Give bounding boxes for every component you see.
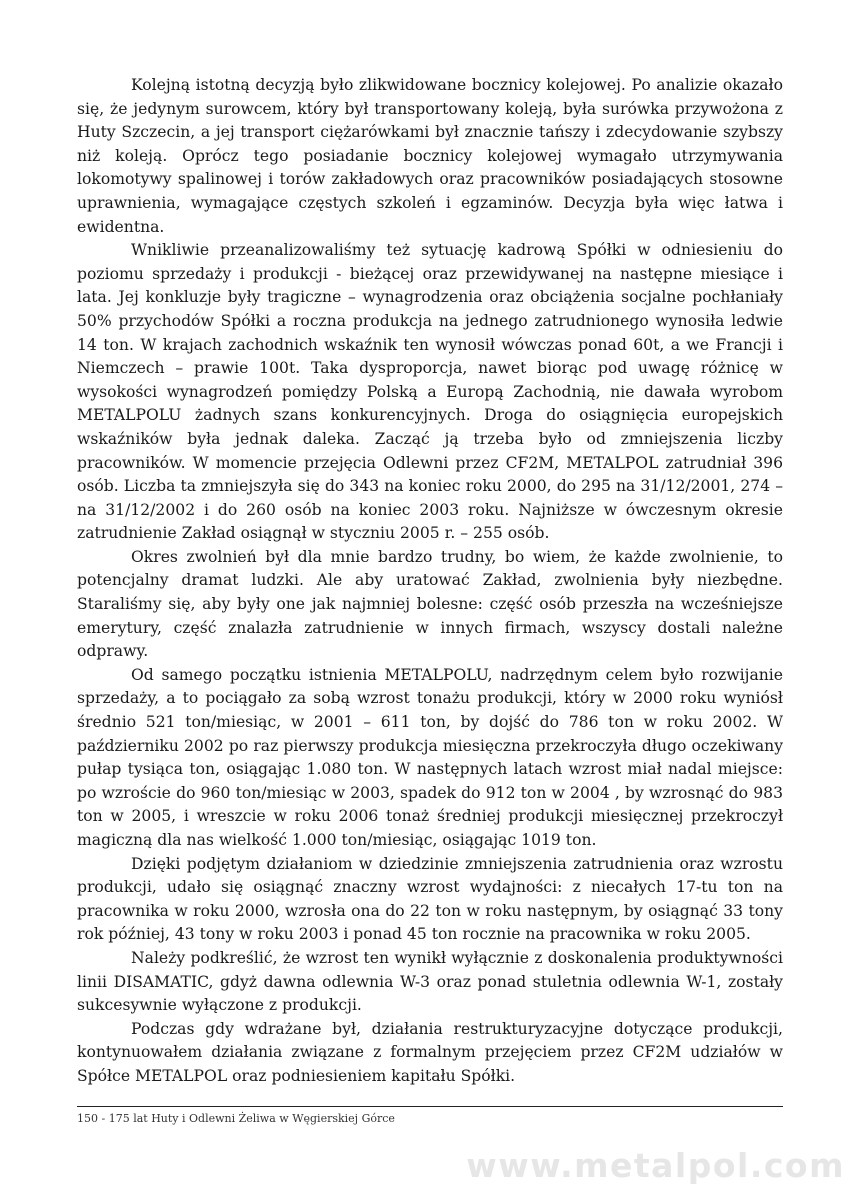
paragraph-6: Należy podkreślić, że wzrost ten wynikł wyłącznie z doskonalenia produktywności linii DISAMATIC, gdyż dawna odlewnia W-3 oraz ponad stuletnia odlewnia W-1, zostały sukcesywnie wyłączone z produkcji. xyxy=(77,948,783,1015)
paragraph-4: Od samego początku istnienia METALPOLU, nadrzędnym celem było rozwijanie sprzedaży, a to pociągało za sobą wzrost tonażu produkcji, który w 2000 roku wyniósł średnio 521 ton/miesiąc, w 2001 – 611 ton, by dojść do 786 ton w roku 2002. W październiku 2002 po raz pierwszy produkcja miesięczna przekroczyła długo oczekiwany pułap tysiąca ton, osiągając 1.080 ton. W następnych latach wzrost miał nadal miejsce: po wzroście do 960 ton/miesiąc w 2003, spadek do 912 ton w 2004 , by wzrosnąć do 983 ton w 2005, i wreszcie w roku 2006 tonaż średniej produkcji miesięcznej przekroczył magiczną dla nas wielkość 1.000 ton/miesiąc, osiągając 1019 ton. xyxy=(77,665,783,849)
website-watermark: www.metalpol.com xyxy=(466,1146,845,1185)
body-text xyxy=(77,74,783,1089)
paragraph-2: Wnikliwie przeanalizowaliśmy też sytuację kadrową Spółki w odniesieniu do poziomu sprzedaży i produkcji - bieżącej oraz przewidywanej na następne miesiące i lata. Jej konkluzje były tragiczne – wynagrodzenia oraz obciążenia socjalne pochłaniały 50% przychodów Spółki a roczna produkcja na jednego zatrudnionego wynosiła ledwie 14 ton. W krajach zachodnich wskaźnik ten wynosił wówczas ponad 60t, a we Francji i Niemczech – prawie 100t. Taka dysproporcja, nawet biorąc pod uwagę różnicę w wysokości wynagrodzeń pomiędzy Polską a Europą Zachodnią, nie dawała wyrobom METALPOLU żadnych szans konkurencyjnych. Droga do osiągnięcia europejskich wskaźników była jednak daleka. Zacząć ją trzeba było od zmniejszenia liczby pracowników. W momencie przejęcia Odlewni przez CF2M, METALPOL zatrudniał 396 osób. Liczba ta zmniejszyła się do 343 na koniec roku 2000, do 295 na 31/12/2001, 274 – na 31/12/2002 i do 260 osób na koniec 2003 roku. Najniższe w ówczesnym okresie zatrudnienie Zakład osiągnął w styczniu 2005 r. – 255 osób. xyxy=(77,241,783,543)
page-footer: 150 - 175 lat Huty i Odlewni Żeliwa w Węgierskiej Górce xyxy=(77,1112,395,1125)
paragraph-1: Kolejną istotną decyzją było zlikwidowane bocznicy kolejowej. Po analizie okazało się, że jedynym surowcem, który był transportowany koleją, była surówka przywożona z Huty Szczecin, a jej transport ciężarówkami był znacznie tańszy i zdecydowanie szybszy niż koleją. Oprócz tego posiadanie bocznicy kolejowej wymagało utrzymywania lokomotywy spalinowej i torów zakładowych oraz pracowników posiadających stosowne uprawnienia, wymagające częstych szkoleń i egzaminów. Decyzja była więc łatwa i ewidentna. xyxy=(77,76,783,236)
paragraph-7: Podczas gdy wdrażane był, działania restrukturyzacyjne dotyczące produkcji, kontynuowałem działania związane z formalnym przejęciem przez CF2M udziałów w Spółce METALPOL oraz podniesieniem kapitału Spółki. xyxy=(77,1019,783,1085)
footer-divider xyxy=(77,1106,783,1107)
paragraph-5: Dzięki podjętym działaniom w dziedzinie zmniejszenia zatrudnienia oraz wzrostu produkcji, udało się osiągnąć znaczny wzrost wydajności: z niecałych 17-tu ton na pracownika w roku 2000, wzrosła ona do 22 ton w roku następnym, by osiągnąć 33 tony rok później, 43 tony w roku 2003 i ponad 45 ton rocznie na pracownika w roku 2005. xyxy=(77,854,783,944)
paragraph-3: Okres zwolnień był dla mnie bardzo trudny, bo wiem, że każde zwolnienie, to potencjalny dramat ludzki. Ale aby uratować Zakład, zwolnienia były niezbędne. Staraliśmy się, aby były one jak najmniej bolesne: część osób przeszła na wcześniejsze emerytury, część znalazła zatrudnienie w innych firmach, wszyscy dostali należne odprawy. xyxy=(77,547,783,661)
